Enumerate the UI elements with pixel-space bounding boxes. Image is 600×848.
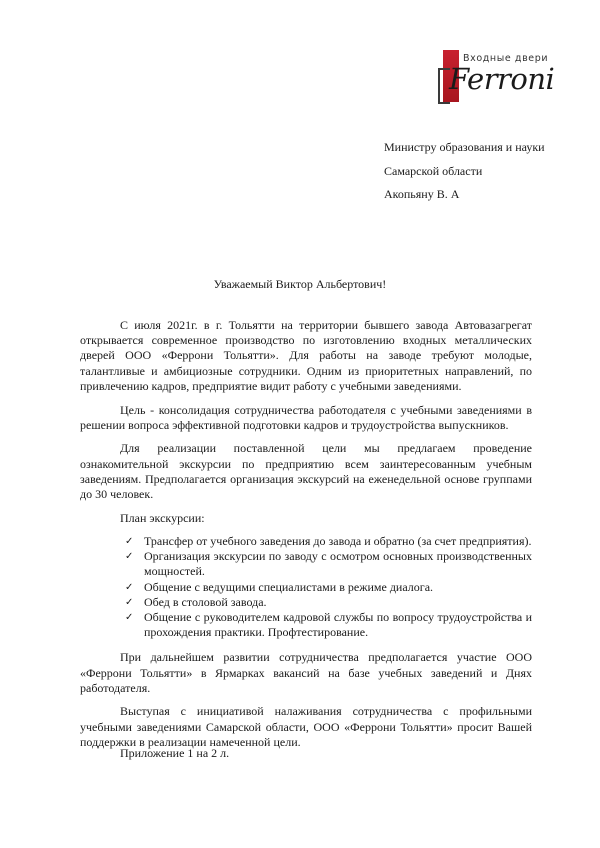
plan-item-text: Общение с руководителем кадровой службы по вопросу трудоустройства и прохождения практики. Профтестирование. [144,609,532,640]
paragraph: При дальнейшем развитии сотрудничества предполагается участие ООО «Феррони Тольятти» в Ярмарках вакансий на базе учебных заведений и Днях работодателя. [80,650,532,695]
checkmark-icon: ✓ [125,535,134,547]
checkmark-icon: ✓ [125,596,134,608]
recipient-line: Самарской области [384,163,483,178]
attachment-note: Приложение 1 на 2 л. [120,746,230,760]
plan-item [126,549,532,579]
plan-item-text: Организация экскурсии по заводу с осмотром основных производственных мощностей. [144,549,532,579]
checkmark-icon: ✓ [125,581,134,593]
plan-item [126,580,532,595]
recipient-block [384,136,545,207]
paragraph: Цель - консолидация сотрудничества работодателя с учебными заведениями в решении вопроса эффективной подготовки кадров и трудоустройства выпускников. [80,402,532,432]
logo-subtitle: Входные двери [463,53,549,64]
company-logo [436,48,566,106]
letter-body [80,318,532,759]
plan-item [126,595,532,610]
recipient-line: Министру образования и науки [384,140,545,154]
paragraph: Для реализации поставленной цели мы предлагаем проведение ознакомительной экскурсии по предприятию всем заинтересованным учебным заведениям. Предполагается организация экскурсий на еженедельной основе группами до 30 человек. [80,441,532,502]
recipient-line: Акопьяну В. А [384,187,460,201]
checkmark-icon: ✓ [125,551,134,563]
paragraph: Выступая с инициативой налаживания сотрудничества с профильными учебными заведениями Самарской области, ООО «Феррони Тольятти» просит Вашей поддержки в реализации намеченной цели. [80,704,532,749]
logo-brand-name: Ferroni [449,62,555,96]
plan-item [126,534,532,549]
plan-item-text: Обед в столовой завода. [144,594,267,609]
paragraph: С июля 2021г. в г. Тольятти на территории бывшего завода Автовазагрегат открывается современное производство по изготовлению входных металлических дверей ООО «Феррони Тольятти». Для работы на заводе требуют молодые, талантливые и амбициозные сотрудники. Одним из приоритетных направлений, по привлечению кадров, предприятие видит работу с учебными заведениями. [80,318,532,393]
plan-item [126,610,532,640]
salutation: Уважаемый Виктор Альбертович! [213,277,387,291]
plan-title: План экскурсии: [120,510,205,525]
plan-item-text: Трансфер от учебного заведения до завода и обратно (за счет предприятия). [144,533,532,548]
plan-list [80,534,532,640]
plan-item-text: Общение с ведущими специалистами в режиме диалога. [144,579,434,594]
checkmark-icon: ✓ [125,611,134,623]
